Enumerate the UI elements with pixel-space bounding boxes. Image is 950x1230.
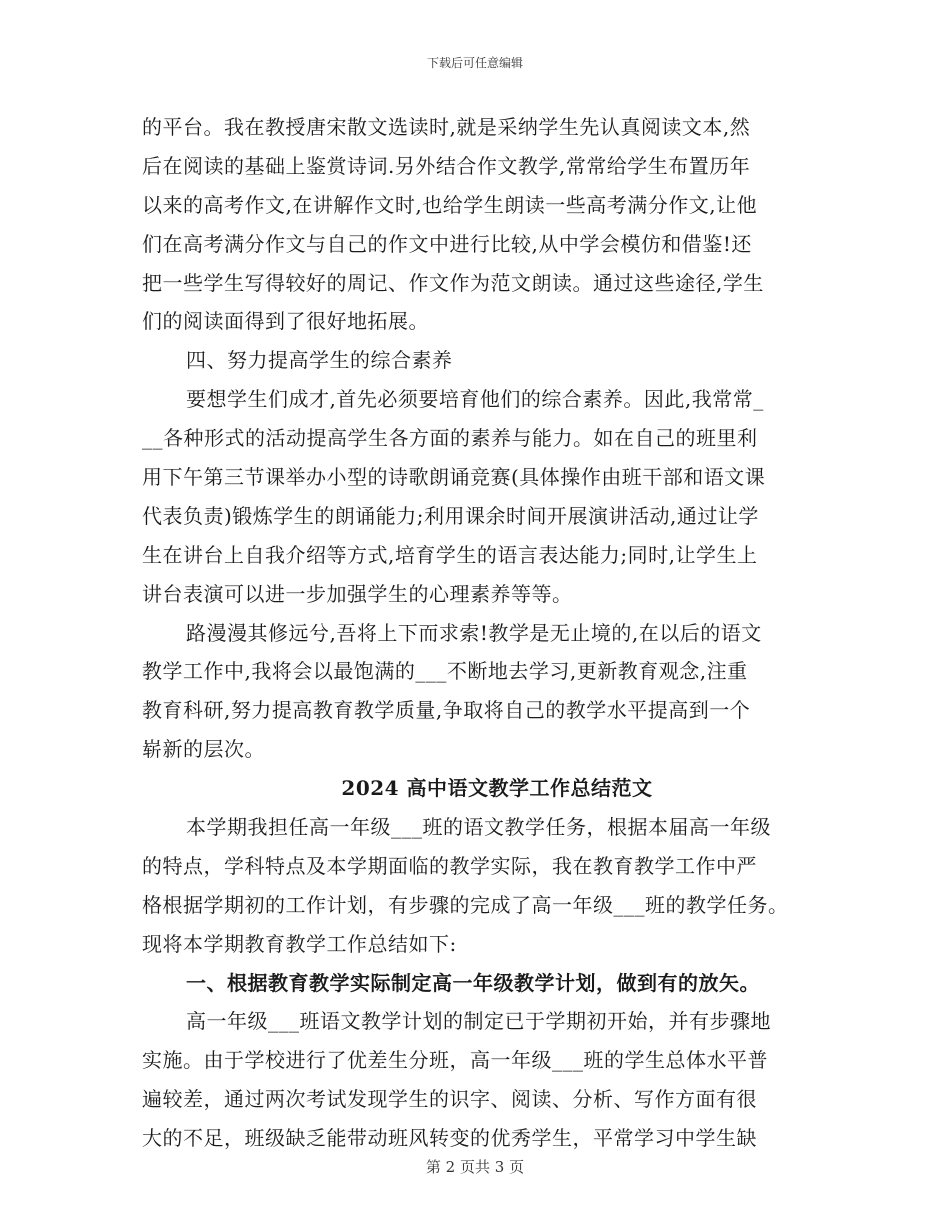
text-line: 本学期我担任高一年级___班的语文教学任务，根据本届高一年级 bbox=[186, 815, 771, 840]
section-heading: 一、根据教育教学实际制定高一年级教学计划，做到有的放矢。 bbox=[186, 970, 760, 995]
text-line: 用下午第三节课举办小型的诗歌朗诵竞赛(具体操作由班干部和语文课 bbox=[142, 465, 766, 490]
text-line: 崭新的层次。 bbox=[142, 737, 265, 762]
document-body bbox=[142, 108, 822, 1158]
text-line: 的平台。我在教授唐宋散文选读时,就是采纳学生先认真阅读文本,然 bbox=[142, 115, 751, 139]
page-header: 下载后可任意编辑 bbox=[426, 56, 523, 70]
text-line: 的特点，学科特点及本学期面临的教学实际，我在教育教学工作中严 bbox=[142, 853, 757, 878]
text-line: 把一些学生写得较好的周记、作文作为范文朗读。通过这些途径,学生 bbox=[142, 270, 764, 295]
text-line: 们的阅读面得到了很好地拓展。 bbox=[142, 309, 429, 334]
text-line: 代表负责)锻炼学生的朗诵能力;利用课余时间开展演讲活动,通过让学 bbox=[142, 503, 759, 528]
document-title: 2024 高中语文教学工作总结范文 bbox=[341, 776, 653, 801]
text-line: 要想学生们成才,首先必须要培育他们的综合素养。因此,我常常_ bbox=[186, 387, 764, 412]
text-line: 讲台表演可以进一步加强学生的心理素养等等。 bbox=[142, 581, 573, 606]
text-line: 教育科研,努力提高教育教学质量,争取将自己的教学水平提高到一个 bbox=[142, 698, 751, 723]
text-line: 四、努力提高学生的综合素养 bbox=[186, 348, 453, 373]
page-footer: 第 2 页共 3 页 bbox=[425, 1158, 525, 1176]
text-line: 遍较差，通过两次考试发现学生的识字、阅读、分析、写作方面有很 bbox=[142, 1087, 757, 1112]
text-line: 们在高考满分作文与自己的作文中进行比较,从中学会模仿和借鉴!还 bbox=[142, 231, 752, 256]
text-line: 实施。由于学校进行了优差生分班，高一年级___班的学生总体水平普 bbox=[142, 1048, 768, 1073]
text-line: 后在阅读的基础上鉴赏诗词.另外结合作文教学,常常给学生布置历年 bbox=[142, 153, 751, 178]
text-line: 生在讲台上自我介绍等方式,培育学生的语言表达能力;同时,让学生上 bbox=[142, 542, 758, 567]
text-line: 高一年级___班语文教学计划的制定已于学期初开始，并有步骤地 bbox=[186, 1009, 771, 1034]
text-line: __各种形式的活动提高学生各方面的素养与能力。如在自己的班里利 bbox=[142, 426, 758, 451]
text-line: 以来的高考作文,在讲解作文时,也给学生朗读一些高考满分作文,让他 bbox=[142, 192, 758, 217]
text-line: 路漫漫其修远兮,吾将上下而求索!教学是无止境的,在以后的语文 bbox=[186, 620, 762, 645]
text-line: 现将本学期教育教学工作总结如下: bbox=[142, 931, 457, 956]
text-line: 格根据学期初的工作计划，有步骤的完成了高一年级___班的教学任务。 bbox=[142, 892, 789, 917]
text-line: 大的不足，班级缺乏能带动班风转变的优秀学生，平常学习中学生缺 bbox=[142, 1126, 757, 1151]
text-line: 教学工作中,我将会以最饱满的___不断地去学习,更新教育观念,注重 bbox=[142, 659, 748, 684]
